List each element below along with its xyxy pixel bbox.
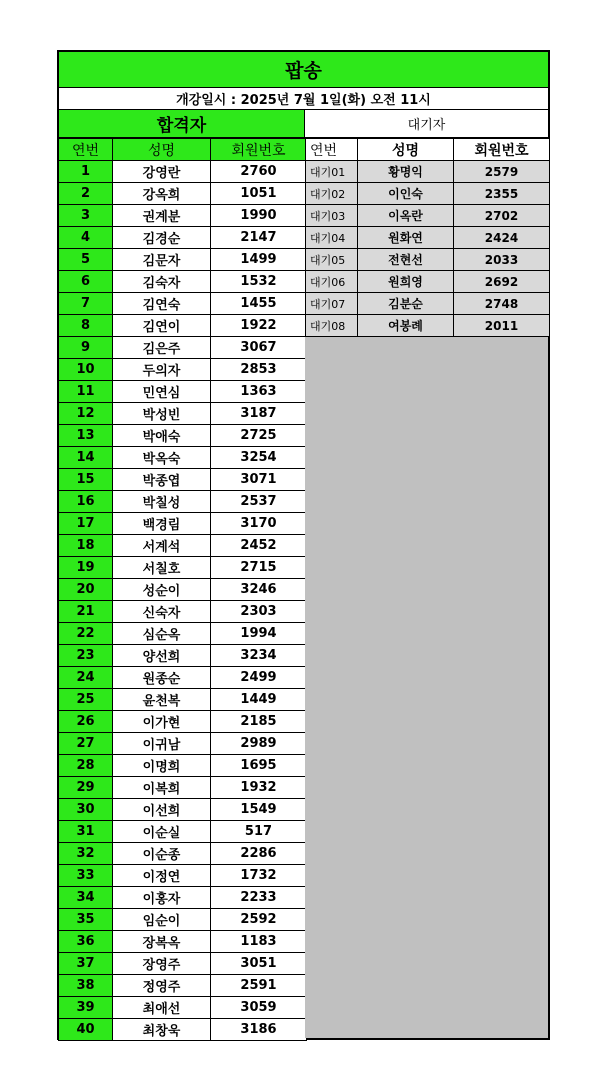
waiting-member-id: 2033 bbox=[454, 249, 550, 271]
passed-row-number: 40 bbox=[59, 1019, 113, 1041]
passed-row-number: 14 bbox=[59, 447, 113, 469]
passed-member-id: 2725 bbox=[211, 425, 307, 447]
passed-row-number: 8 bbox=[59, 315, 113, 337]
passed-member-name: 강옥희 bbox=[113, 183, 211, 205]
passed-row-number: 22 bbox=[59, 623, 113, 645]
passed-member-name: 윤천복 bbox=[113, 689, 211, 711]
passed-row-number: 7 bbox=[59, 293, 113, 315]
passed-row-number: 11 bbox=[59, 381, 113, 403]
passed-row bbox=[59, 271, 307, 293]
roster-sheet bbox=[57, 50, 550, 1040]
passed-row-number: 28 bbox=[59, 755, 113, 777]
waiting-table bbox=[305, 138, 550, 337]
passed-row-number: 23 bbox=[59, 645, 113, 667]
passed-row-number: 30 bbox=[59, 799, 113, 821]
passed-member-name: 서계석 bbox=[113, 535, 211, 557]
passed-row-number: 3 bbox=[59, 205, 113, 227]
passed-row-number: 38 bbox=[59, 975, 113, 997]
passed-row-number: 34 bbox=[59, 887, 113, 909]
waiting-row bbox=[306, 249, 550, 271]
passed-member-name: 이순실 bbox=[113, 821, 211, 843]
passed-member-name: 양선희 bbox=[113, 645, 211, 667]
passed-member-name: 이귀남 bbox=[113, 733, 211, 755]
passed-row bbox=[59, 315, 307, 337]
passed-row bbox=[59, 293, 307, 315]
waiting-row-number: 대기07 bbox=[306, 293, 358, 315]
waiting-column-header: 성명 bbox=[358, 139, 454, 161]
passed-member-name: 두의자 bbox=[113, 359, 211, 381]
passed-row-number: 18 bbox=[59, 535, 113, 557]
passed-member-name: 신숙자 bbox=[113, 601, 211, 623]
passed-member-name: 최애선 bbox=[113, 997, 211, 1019]
passed-member-id: 1363 bbox=[211, 381, 307, 403]
passed-member-id: 3067 bbox=[211, 337, 307, 359]
passed-member-id: 2715 bbox=[211, 557, 307, 579]
passed-member-name: 김숙자 bbox=[113, 271, 211, 293]
passed-row bbox=[59, 161, 307, 183]
waiting-member-id: 2748 bbox=[454, 293, 550, 315]
waiting-row bbox=[306, 205, 550, 227]
passed-member-name: 박성빈 bbox=[113, 403, 211, 425]
passed-member-name: 이홍자 bbox=[113, 887, 211, 909]
passed-section-title: 합격자 bbox=[59, 110, 305, 138]
passed-row-number: 36 bbox=[59, 931, 113, 953]
passed-member-name: 이선희 bbox=[113, 799, 211, 821]
passed-member-name: 김은주 bbox=[113, 337, 211, 359]
passed-row-number: 27 bbox=[59, 733, 113, 755]
passed-member-id: 3059 bbox=[211, 997, 307, 1019]
passed-member-name: 박종엽 bbox=[113, 469, 211, 491]
passed-member-name: 박애숙 bbox=[113, 425, 211, 447]
waiting-column-header: 연번 bbox=[306, 139, 358, 161]
passed-member-id: 3187 bbox=[211, 403, 307, 425]
passed-member-id: 2537 bbox=[211, 491, 307, 513]
passed-row-number: 10 bbox=[59, 359, 113, 381]
passed-row-number: 9 bbox=[59, 337, 113, 359]
passed-member-id: 1932 bbox=[211, 777, 307, 799]
passed-member-id: 1695 bbox=[211, 755, 307, 777]
passed-row-number: 17 bbox=[59, 513, 113, 535]
passed-row bbox=[59, 249, 307, 271]
passed-row bbox=[59, 601, 307, 623]
passed-member-id: 1183 bbox=[211, 931, 307, 953]
passed-row bbox=[59, 667, 307, 689]
passed-member-name: 장복옥 bbox=[113, 931, 211, 953]
passed-row bbox=[59, 535, 307, 557]
waiting-member-id: 2692 bbox=[454, 271, 550, 293]
passed-member-name: 박칠성 bbox=[113, 491, 211, 513]
passed-member-name: 임순이 bbox=[113, 909, 211, 931]
passed-row bbox=[59, 733, 307, 755]
waiting-row bbox=[306, 293, 550, 315]
waiting-member-id: 2424 bbox=[454, 227, 550, 249]
passed-row bbox=[59, 425, 307, 447]
passed-member-id: 2147 bbox=[211, 227, 307, 249]
passed-row bbox=[59, 491, 307, 513]
passed-member-id: 2592 bbox=[211, 909, 307, 931]
waiting-member-name: 원희영 bbox=[358, 271, 454, 293]
passed-row bbox=[59, 227, 307, 249]
passed-row bbox=[59, 337, 307, 359]
passed-member-name: 정영주 bbox=[113, 975, 211, 997]
passed-member-name: 원종순 bbox=[113, 667, 211, 689]
waiting-member-name: 김분순 bbox=[358, 293, 454, 315]
waiting-header-row bbox=[306, 139, 550, 161]
passed-row bbox=[59, 777, 307, 799]
passed-member-id: 1449 bbox=[211, 689, 307, 711]
passed-row-number: 24 bbox=[59, 667, 113, 689]
waiting-member-name: 이옥란 bbox=[358, 205, 454, 227]
waiting-row-number: 대기04 bbox=[306, 227, 358, 249]
passed-member-name: 성순이 bbox=[113, 579, 211, 601]
passed-column-header: 회원번호 bbox=[211, 139, 307, 161]
passed-row bbox=[59, 821, 307, 843]
passed-row bbox=[59, 689, 307, 711]
passed-row bbox=[59, 887, 307, 909]
passed-column-header: 성명 bbox=[113, 139, 211, 161]
passed-member-id: 3234 bbox=[211, 645, 307, 667]
passed-member-id: 2286 bbox=[211, 843, 307, 865]
waiting-member-name: 전현선 bbox=[358, 249, 454, 271]
passed-member-id: 3051 bbox=[211, 953, 307, 975]
waiting-row-number: 대기08 bbox=[306, 315, 358, 337]
passed-member-name: 이순종 bbox=[113, 843, 211, 865]
passed-member-name: 서칠호 bbox=[113, 557, 211, 579]
passed-row bbox=[59, 645, 307, 667]
passed-member-id: 2303 bbox=[211, 601, 307, 623]
passed-member-id: 1994 bbox=[211, 623, 307, 645]
passed-row-number: 25 bbox=[59, 689, 113, 711]
passed-row-number: 4 bbox=[59, 227, 113, 249]
passed-member-id: 1549 bbox=[211, 799, 307, 821]
passed-member-name: 이복희 bbox=[113, 777, 211, 799]
waiting-member-id: 2011 bbox=[454, 315, 550, 337]
passed-member-name: 김연이 bbox=[113, 315, 211, 337]
waiting-section-title: 대기자 bbox=[305, 110, 548, 138]
waiting-row bbox=[306, 271, 550, 293]
passed-row-number: 6 bbox=[59, 271, 113, 293]
waiting-row-number: 대기01 bbox=[306, 161, 358, 183]
waiting-row bbox=[306, 315, 550, 337]
passed-row-number: 35 bbox=[59, 909, 113, 931]
passed-row-number: 33 bbox=[59, 865, 113, 887]
passed-row-number: 21 bbox=[59, 601, 113, 623]
waiting-member-name: 이인숙 bbox=[358, 183, 454, 205]
passed-table bbox=[58, 138, 307, 1041]
waiting-row bbox=[306, 183, 550, 205]
passed-member-id: 3246 bbox=[211, 579, 307, 601]
passed-row bbox=[59, 579, 307, 601]
waiting-member-name: 원화연 bbox=[358, 227, 454, 249]
passed-member-name: 백경림 bbox=[113, 513, 211, 535]
passed-row bbox=[59, 953, 307, 975]
passed-member-id: 2185 bbox=[211, 711, 307, 733]
passed-member-id: 2452 bbox=[211, 535, 307, 557]
passed-member-name: 이명희 bbox=[113, 755, 211, 777]
passed-row-number: 2 bbox=[59, 183, 113, 205]
passed-row-number: 37 bbox=[59, 953, 113, 975]
passed-column-header: 연번 bbox=[59, 139, 113, 161]
passed-member-id: 2591 bbox=[211, 975, 307, 997]
waiting-row bbox=[306, 161, 550, 183]
waiting-member-id: 2579 bbox=[454, 161, 550, 183]
passed-row bbox=[59, 711, 307, 733]
passed-member-name: 김연숙 bbox=[113, 293, 211, 315]
passed-row bbox=[59, 183, 307, 205]
waiting-row bbox=[306, 227, 550, 249]
passed-row-number: 15 bbox=[59, 469, 113, 491]
passed-member-name: 강영란 bbox=[113, 161, 211, 183]
waiting-member-name: 황명익 bbox=[358, 161, 454, 183]
passed-row bbox=[59, 931, 307, 953]
passed-member-name: 박옥숙 bbox=[113, 447, 211, 469]
passed-row-number: 1 bbox=[59, 161, 113, 183]
passed-member-name: 김경순 bbox=[113, 227, 211, 249]
passed-member-id: 3071 bbox=[211, 469, 307, 491]
passed-member-name: 김문자 bbox=[113, 249, 211, 271]
passed-row bbox=[59, 865, 307, 887]
passed-member-id: 2233 bbox=[211, 887, 307, 909]
passed-row bbox=[59, 975, 307, 997]
empty-waiting-area bbox=[305, 337, 548, 1038]
passed-member-name: 심순옥 bbox=[113, 623, 211, 645]
passed-row bbox=[59, 403, 307, 425]
passed-row-number: 5 bbox=[59, 249, 113, 271]
passed-row-number: 20 bbox=[59, 579, 113, 601]
passed-row bbox=[59, 1019, 307, 1041]
passed-member-id: 2853 bbox=[211, 359, 307, 381]
passed-member-name: 최창욱 bbox=[113, 1019, 211, 1041]
passed-row-number: 13 bbox=[59, 425, 113, 447]
passed-member-id: 2760 bbox=[211, 161, 307, 183]
start-date-line: 개강일시 : 2025년 7월 1일(화) 오전 11시 bbox=[59, 88, 548, 110]
waiting-row-number: 대기02 bbox=[306, 183, 358, 205]
passed-member-name: 민연심 bbox=[113, 381, 211, 403]
passed-row bbox=[59, 205, 307, 227]
passed-member-id: 1499 bbox=[211, 249, 307, 271]
passed-member-name: 이정연 bbox=[113, 865, 211, 887]
passed-row-number: 32 bbox=[59, 843, 113, 865]
passed-row bbox=[59, 513, 307, 535]
passed-member-id: 1455 bbox=[211, 293, 307, 315]
passed-member-id: 1990 bbox=[211, 205, 307, 227]
passed-row-number: 19 bbox=[59, 557, 113, 579]
passed-row bbox=[59, 843, 307, 865]
waiting-row-number: 대기06 bbox=[306, 271, 358, 293]
waiting-row-number: 대기03 bbox=[306, 205, 358, 227]
passed-row-number: 26 bbox=[59, 711, 113, 733]
passed-row bbox=[59, 623, 307, 645]
passed-row-number: 31 bbox=[59, 821, 113, 843]
passed-member-id: 1532 bbox=[211, 271, 307, 293]
passed-member-id: 517 bbox=[211, 821, 307, 843]
passed-member-name: 이가현 bbox=[113, 711, 211, 733]
passed-row-number: 16 bbox=[59, 491, 113, 513]
passed-member-id: 1922 bbox=[211, 315, 307, 337]
passed-member-id: 3170 bbox=[211, 513, 307, 535]
passed-member-id: 3186 bbox=[211, 1019, 307, 1041]
passed-row-number: 12 bbox=[59, 403, 113, 425]
passed-member-id: 1051 bbox=[211, 183, 307, 205]
passed-member-id: 1732 bbox=[211, 865, 307, 887]
passed-member-id: 2499 bbox=[211, 667, 307, 689]
passed-row bbox=[59, 381, 307, 403]
passed-row-number: 39 bbox=[59, 997, 113, 1019]
passed-member-id: 2989 bbox=[211, 733, 307, 755]
passed-row bbox=[59, 447, 307, 469]
waiting-member-id: 2355 bbox=[454, 183, 550, 205]
passed-member-id: 3254 bbox=[211, 447, 307, 469]
waiting-column-header: 회원번호 bbox=[454, 139, 550, 161]
passed-header-row bbox=[59, 139, 307, 161]
waiting-member-name: 여봉례 bbox=[358, 315, 454, 337]
passed-row bbox=[59, 799, 307, 821]
passed-row bbox=[59, 755, 307, 777]
waiting-row-number: 대기05 bbox=[306, 249, 358, 271]
passed-row bbox=[59, 359, 307, 381]
passed-row bbox=[59, 557, 307, 579]
waiting-member-id: 2702 bbox=[454, 205, 550, 227]
passed-row bbox=[59, 997, 307, 1019]
passed-row-number: 29 bbox=[59, 777, 113, 799]
class-title: 팝송 bbox=[59, 52, 548, 88]
passed-member-name: 권계분 bbox=[113, 205, 211, 227]
passed-member-name: 장영주 bbox=[113, 953, 211, 975]
passed-row bbox=[59, 469, 307, 491]
passed-row bbox=[59, 909, 307, 931]
